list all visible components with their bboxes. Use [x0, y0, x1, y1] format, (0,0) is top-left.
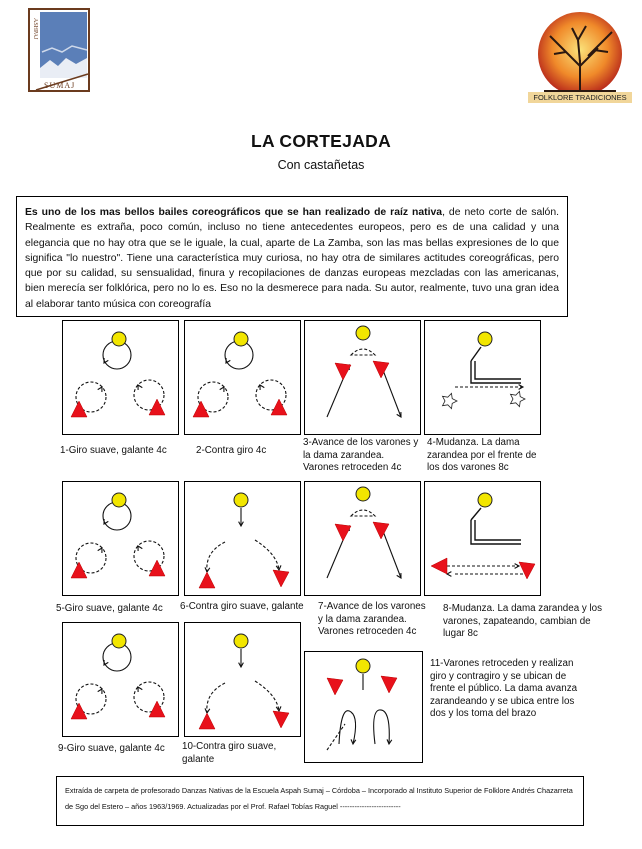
caption-4: 4-Mudanza. La dama zarandea por el frente de los dos varones 8c	[427, 437, 537, 473]
varon-marker	[373, 361, 389, 378]
caption-6: 6-Contra giro suave, galante	[180, 601, 304, 612]
figure-9	[62, 622, 179, 737]
logo-right-label: FOLKLORE TRADICIONES	[528, 92, 632, 103]
varon-marker	[193, 401, 209, 417]
footer-text: Extraída de carpeta de profesorado Danzas Nativas de la Escuela Aspah Sumaj – Córdoba – Incorporado al Instituto Superior de Folklore Andrés Chazarreta de Sgo del Estero – años 1963/1969. Actualizadas por el Prof. Rafael Tobías Raguel -------------------------	[65, 786, 573, 811]
figure-1	[62, 320, 179, 435]
choreography-diagram	[185, 623, 299, 735]
varon-marker	[71, 562, 87, 578]
ashpaj-sumaj-logo	[28, 8, 90, 92]
intro-paragraph	[25, 205, 559, 312]
choreography-diagram	[63, 321, 177, 433]
varon-marker	[335, 524, 351, 541]
intro-box	[16, 196, 568, 317]
dama-marker	[478, 332, 492, 346]
page-title: LA CORTEJADA	[250, 131, 392, 151]
varon-marker	[71, 401, 87, 417]
varon-marker	[381, 676, 397, 693]
dama-marker	[356, 659, 370, 673]
caption-3: 3-Avance de los varones y la dama zarandea. Varones retroceden 4c	[303, 437, 419, 473]
varon-marker	[273, 570, 289, 587]
caption-10: 10-Contra giro suave, galante	[182, 741, 277, 765]
caption-9: 9-Giro suave, galante 4c	[58, 743, 165, 754]
figure-2	[184, 320, 301, 435]
choreography-diagram	[185, 482, 299, 594]
figure-10	[184, 622, 301, 737]
figure-11	[304, 651, 423, 763]
choreography-diagram	[185, 321, 299, 433]
figure-8	[424, 481, 541, 596]
dama-marker	[356, 326, 370, 340]
choreography-diagram	[425, 482, 539, 594]
figure-5	[62, 481, 179, 596]
dama-marker	[112, 634, 126, 648]
dama-marker	[478, 493, 492, 507]
figure-7	[304, 481, 421, 596]
figure-6	[184, 481, 301, 596]
caption-7: 7-Avance de los varones y la dama zarandea. Varones retroceden 4c	[318, 601, 426, 637]
svg-text:SUMAJ: SUMAJ	[44, 81, 76, 90]
footer-box	[56, 776, 584, 826]
caption-11: 11-Varones retroceden y realizan giro y contragiro y se ubican de frente el público. La dama avanza zarandeando y se ubica entre los dos y los toma del brazo	[430, 658, 578, 719]
choreography-diagram	[305, 321, 419, 433]
varon-marker	[199, 572, 215, 588]
varon-marker	[519, 562, 535, 579]
svg-text:ASHPAJ: ASHPAJ	[32, 18, 38, 40]
page-subtitle: Con castañetas	[277, 158, 365, 172]
varon-marker	[199, 713, 215, 729]
intro-text: , de neto corte de salón. Realmente es extraña, poco común, incluso no tiene antecedentes europeos, pero es de una calidad y una elegancia que no hay otra que se le iguale, la cual, aparte de La Zamba, son las mas bellas expresiones de lo que significa "lo nuestro". Tiene una característica muy curiosa, no hay otra de similares actitudes coreográficas, pero que por su calidad, su sensualidad, finura y recopilaciones de danzas europeas mezcladas con las americanas, bien merecía ser folklórica, pero no lo es. Eso no la desmerece para nada. Su autor, realmente, tuvo una gran idea al elaborar tanto música con coreografía	[25, 207, 559, 310]
dama-marker	[234, 634, 248, 648]
choreography-diagram	[63, 623, 177, 735]
caption-8: 8-Mudanza. La dama zarandea y los varones, zapateando, cambian de lugar 8c	[443, 603, 603, 639]
dama-marker	[112, 332, 126, 346]
figure-3	[304, 320, 421, 435]
choreography-diagram	[305, 652, 419, 764]
choreography-diagram	[305, 482, 419, 594]
varon-marker	[335, 363, 351, 380]
dama-marker	[356, 487, 370, 501]
varon-marker	[71, 703, 87, 719]
varon-marker	[273, 711, 289, 728]
intro-bold: Es uno de los mas bellos bailes coreográficos que se han realizado de raíz nativa	[25, 207, 443, 218]
choreography-diagram	[63, 482, 177, 594]
dama-marker	[234, 493, 248, 507]
caption-2: 2-Contra giro 4c	[196, 445, 267, 456]
caption-1: 1-Giro suave, galante 4c	[60, 445, 167, 456]
varon-marker	[431, 558, 447, 574]
figure-4	[424, 320, 541, 435]
dama-marker	[112, 493, 126, 507]
caption-5: 5-Giro suave, galante 4c	[56, 603, 163, 614]
varon-marker	[327, 678, 343, 695]
choreography-diagram	[425, 321, 539, 433]
dama-marker	[234, 332, 248, 346]
varon-marker	[373, 522, 389, 539]
